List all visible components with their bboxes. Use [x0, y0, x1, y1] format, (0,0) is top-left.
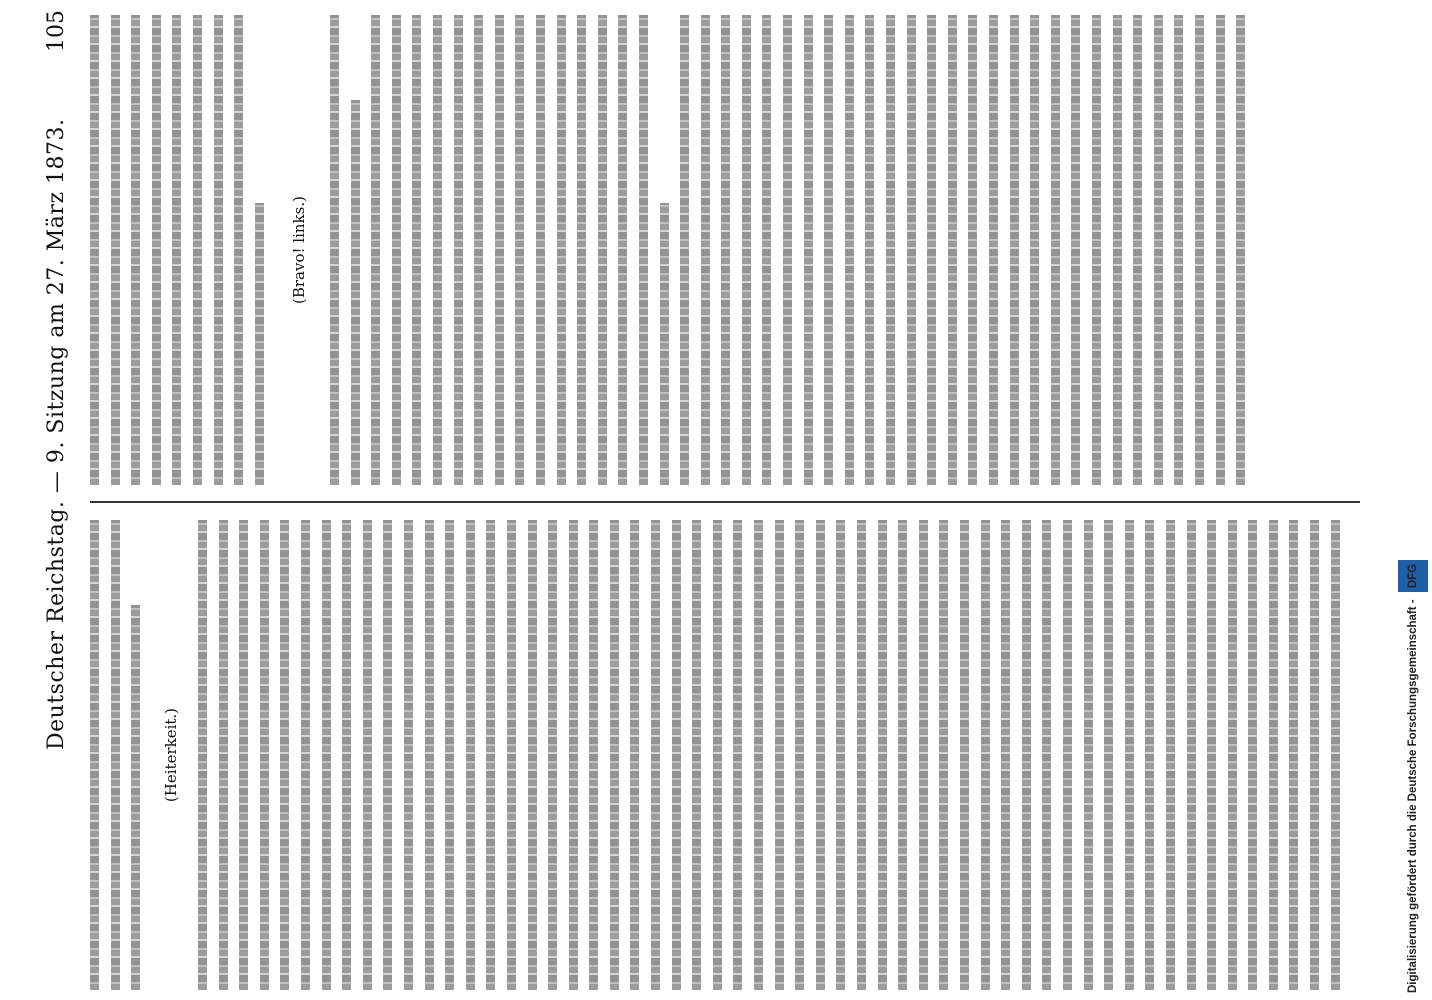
applause-note: (Heiterkeit.): [162, 707, 180, 803]
text-block: [198, 520, 1351, 990]
left-column: [90, 520, 1360, 990]
right-column: [90, 15, 1360, 485]
text-block: [330, 15, 1257, 485]
dfg-logo: DFG: [1398, 560, 1428, 592]
page-title: Deutscher Reichstag. — 9. Sitzung am 27. März 1873.: [44, 118, 69, 750]
text-block: [90, 520, 152, 990]
text-block: [90, 15, 275, 485]
dfg-notice-text: Digitalisierung gefördert durch die Deutsche Forschungsgemeinschaft -: [1407, 599, 1419, 993]
page-header: [38, 0, 78, 1000]
dfg-funding-notice: [1398, 8, 1428, 993]
bravo-note: (Bravo! links.): [290, 196, 308, 304]
page-number: 105: [44, 10, 69, 52]
column-divider: [90, 501, 1360, 503]
document-page: [30, 0, 1370, 1000]
